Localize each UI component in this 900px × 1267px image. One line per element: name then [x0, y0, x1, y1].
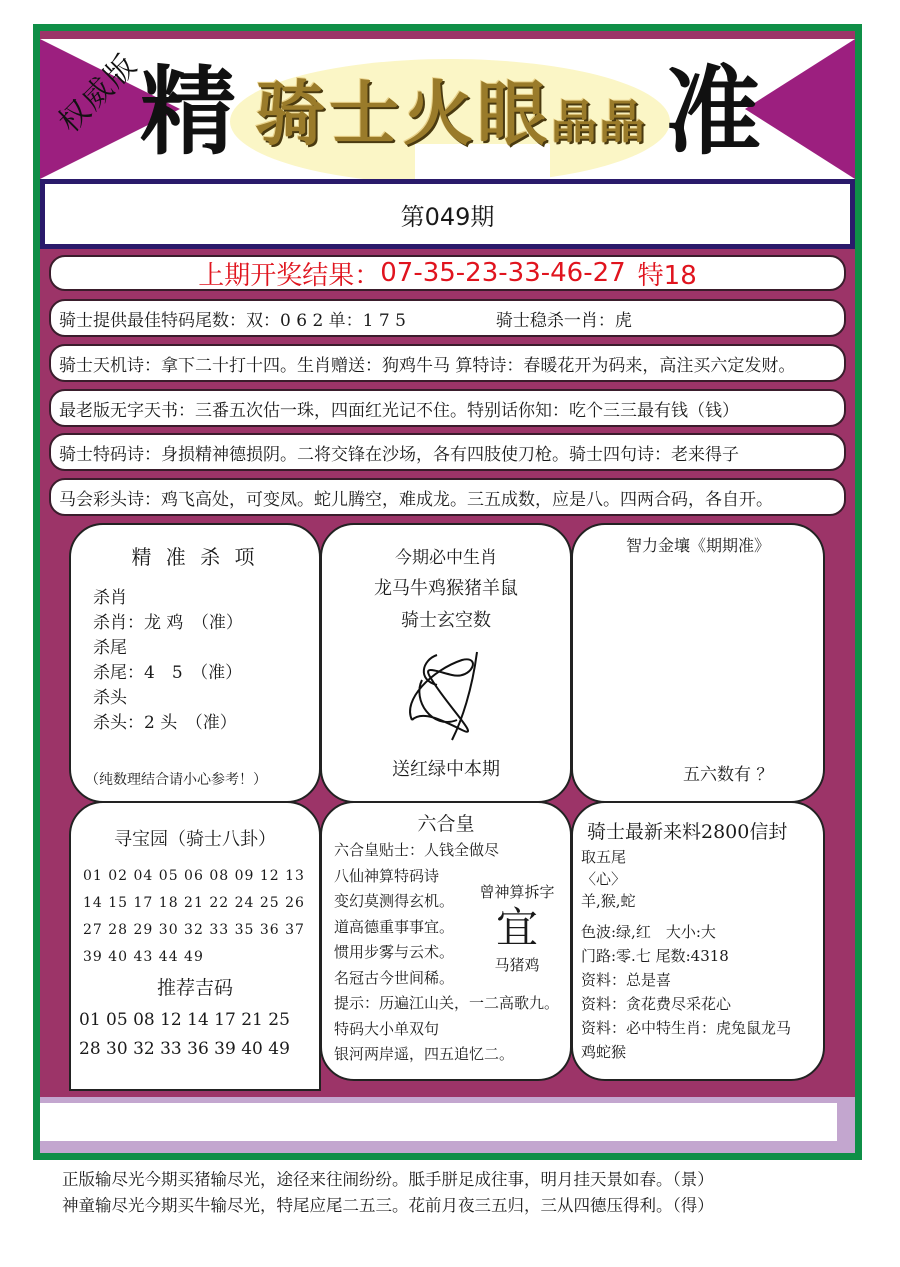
liuhe-line: 提示：历遍江山关，一二高歌九。: [334, 994, 560, 1012]
squiggle-icon: [392, 650, 492, 745]
result-label: 上期开奖结果：: [198, 260, 381, 291]
header-banner: [40, 39, 855, 179]
title-small: 晶晶: [551, 95, 647, 149]
liuhe-line: 银河两岸遥，四五追忆二。: [334, 1045, 515, 1063]
wisdom-title: 智力金壤《期期准》: [625, 536, 770, 555]
kill-line: 杀肖: [93, 588, 127, 608]
kill-note: （纯数理结合请小心参考！）: [85, 772, 267, 788]
info-row-2: [49, 344, 846, 382]
letter-line: 资料：贪花费尽采花心: [581, 995, 732, 1013]
letter-card: [571, 801, 825, 1081]
chaizi-char: 宜: [495, 903, 538, 952]
bottom-line-2: 神童输尽光今期买牛输尽光，特尾应尾二五三。花前月夜三五归，三从四德压得利。（得）: [62, 1196, 714, 1215]
letter-line: 色波:绿,红 大小:大: [581, 923, 716, 941]
kill-line: 杀肖：龙 鸡 （准）: [93, 613, 243, 633]
lucky-numbers: [71, 1006, 319, 1064]
liuhe-card: [320, 801, 572, 1081]
big-char-left: 精: [140, 56, 236, 168]
liuhe-line: 变幻莫测得玄机。: [334, 892, 455, 910]
must-line-3: 骑士玄空数: [401, 610, 491, 631]
result-special: 特18: [637, 260, 697, 291]
issue-number: 第049期: [40, 179, 855, 249]
chaizi-panel: [472, 881, 562, 975]
row-1-left: 骑士提供最佳特码尾数：双：0 6 2 单：1 7 5: [59, 310, 406, 331]
info-row-1: [49, 299, 846, 337]
bottom-line-1: 正版输尽光今期买猪输尽光，途径来往闹纷纷。胝手胼足成往事，明月挂天景如春。（景）: [62, 1170, 714, 1189]
row-3-text: 最老版无字天书：三番五次估一珠，四面红光记不住。特别话你知：吃个三三最有钱（钱）: [59, 400, 739, 421]
lucky-row: 28 30 32 33 36 39 40 49: [79, 1039, 290, 1059]
treasure-title: 寻宝园（骑士八卦）: [114, 829, 276, 850]
letter-title: 骑士最新来料2800信封: [587, 821, 788, 843]
treasure-numbers: [71, 863, 319, 971]
info-row-5: [49, 478, 846, 516]
kill-items-card: [69, 523, 321, 803]
kill-title: 精 准 杀 项: [131, 545, 259, 569]
liuhe-line: 八仙神算特码诗: [334, 866, 440, 885]
number-row: 01 02 04 05 06 08 09 12 13: [83, 868, 305, 884]
liuhe-line: 特码大小单双句: [334, 1019, 440, 1038]
info-row-3: [49, 389, 846, 427]
liuhe-line: 惯用步雾与云术。: [334, 943, 455, 961]
kill-line: 杀头：2 头 （准）: [93, 713, 237, 733]
footer-strip: [40, 1097, 855, 1153]
row-1-right: 骑士稳杀一肖：虎: [495, 310, 632, 331]
letter-lines: [573, 846, 823, 912]
must-bottom: 送红绿中本期: [392, 759, 500, 780]
poster-body: [40, 31, 855, 1153]
authority-badge: 权威版: [52, 47, 145, 140]
letter-line: 鸡蛇猴: [581, 1043, 627, 1061]
row-2-text: 骑士天机诗：拿下二十打十四。生肖赠送：狗鸡牛马 算特诗：春暖花开为码来，高注买六定发财。: [59, 355, 796, 376]
letter-line: 羊,猴,蛇: [581, 892, 636, 910]
letter-line: 资料：必中特生肖：虎兔鼠龙马: [581, 1019, 792, 1037]
letter-line: 门路:零.七 尾数:4318: [581, 947, 729, 965]
info-row-4: [49, 433, 846, 471]
kill-line: 杀尾：4 5 （准）: [93, 663, 243, 683]
must-line-1: 今期必中生肖: [395, 548, 497, 568]
big-char-right: 准: [665, 56, 761, 168]
poster-title: [255, 72, 647, 155]
wisdom-card: [571, 523, 825, 803]
treasure-card: [69, 801, 321, 1091]
title-main: 骑士火眼: [255, 72, 551, 155]
liuhe-line: 道高德重事事宜。: [334, 917, 455, 936]
letter-lines-2: [573, 920, 823, 1064]
number-row: 14 15 17 18 21 22 24 25 26: [83, 895, 305, 911]
number-row: 39 40 43 44 49: [83, 949, 204, 965]
letter-line: 资料：总是喜: [581, 971, 672, 989]
letter-line: 〈心〉: [581, 870, 627, 888]
letter-line: 取五尾: [581, 848, 627, 866]
number-row: 27 28 29 30 32 33 35 36 37: [83, 922, 305, 938]
wisdom-bottom: 五六数有 ？: [683, 765, 774, 785]
row-4-text: 骑士特码诗：身损精神德损阴。二将交锋在沙场，各有四肢使刀枪。骑士四句诗：老来得子: [59, 444, 739, 465]
last-result-row: [49, 255, 846, 291]
kill-line: 杀尾: [93, 638, 127, 658]
lucky-row: 01 05 08 12 14 17 21 25: [79, 1010, 290, 1030]
chaizi-zodiac: 马猪鸡: [494, 956, 540, 974]
poster-frame: [33, 24, 862, 1160]
liuhe-line: 名冠古今世间稀。: [334, 968, 455, 987]
must-zodiacs: 龙马牛鸡猴猪羊鼠: [374, 578, 518, 599]
footer-blank: [40, 1103, 837, 1141]
liuhe-title: 六合皇: [417, 813, 475, 835]
liuhe-line: 六合皇贴士：人钱全做尽: [334, 841, 500, 859]
row-5-text: 马会彩头诗：鸡飞高处，可变凤。蛇儿腾空，难成龙。三五成数，应是八。四两合码，各自开。: [59, 489, 773, 510]
right-triangle-decoration: [745, 39, 855, 179]
lucky-title: 推荐吉码: [156, 977, 233, 999]
kill-line: 杀头: [93, 688, 127, 708]
result-numbers: 07-35-23-33-46-27: [380, 258, 626, 288]
must-win-card: [320, 523, 572, 803]
chaizi-title: 曾神算拆字: [479, 883, 555, 901]
